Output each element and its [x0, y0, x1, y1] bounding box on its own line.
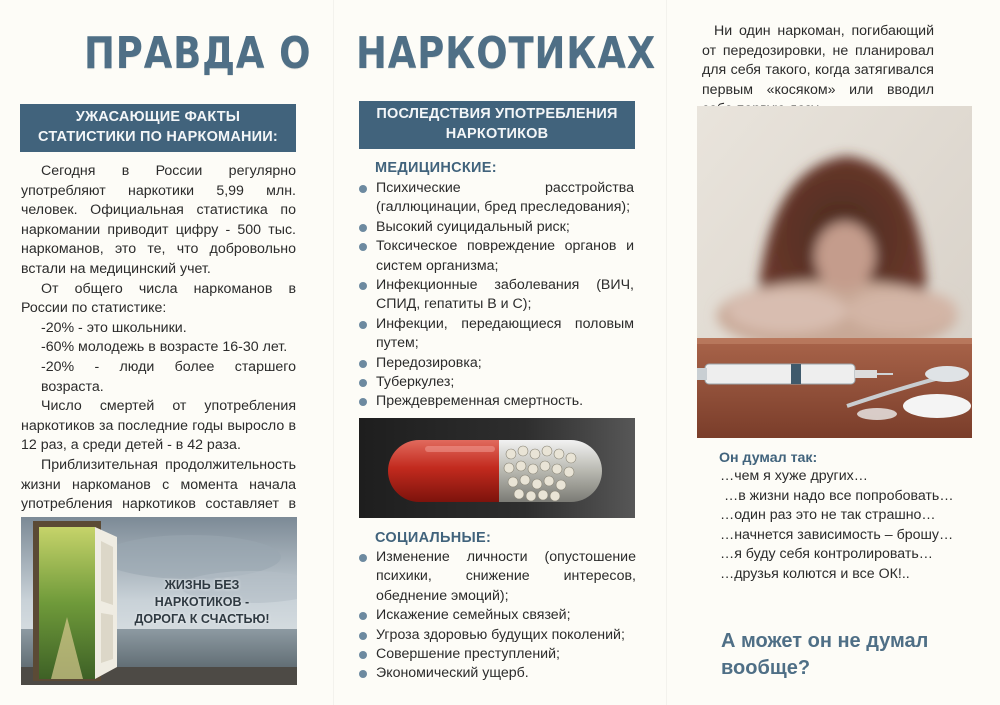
intro-text: Ни один наркоман, погибающий от передозировки, не планировал для себя такого, когда затягивался первым «косяком» или вводил	[702, 23, 934, 98]
thought-item: …друзья колются и все ОК!..	[720, 565, 910, 582]
social-list	[358, 548, 636, 684]
statistics-text	[21, 162, 296, 534]
thoughts-list	[720, 467, 954, 584]
thought-item: …начнется зависимость – брошу…	[720, 526, 954, 543]
panel-fold	[666, 0, 667, 705]
list-item: Экономический ущерб.	[358, 664, 636, 683]
statistics-paragraph-4: Приблизительная продолжительность жизни наркоманов с момента начала употребления наркотиков составляет в	[21, 456, 296, 513]
statistics-banner-line1: УЖАСАЮЩИЕ ФАКТЫ	[75, 109, 241, 125]
list-item: Токсическое повреждение органов и систем организма;	[358, 237, 634, 276]
capsule-image	[359, 418, 635, 518]
thoughts-heading: Он думал так:	[719, 450, 818, 466]
list-item: Преждевременная смертность.	[358, 392, 634, 411]
consequences-banner-line1: ПОСЛЕДСТВИЯ УПОТРЕБЛЕНИЯ	[376, 106, 618, 122]
list-item: Угроза здоровью будущих поколений;	[358, 626, 636, 645]
list-item: Высокий суицидальный риск;	[358, 218, 634, 237]
statistics-banner	[20, 104, 296, 152]
door-landscape-image	[21, 517, 297, 685]
closing-question	[721, 628, 928, 682]
statistics-item-older: -20% - люди более старшего возраста.	[41, 358, 296, 395]
list-item: Изменение личности (опустошение психики, снижение интересов, обеднение эмоций);	[358, 548, 636, 606]
list-item: Искажение семейных связей;	[358, 606, 636, 625]
image-caption-line2: ДОРОГА К СЧАСТЬЮ!	[134, 612, 270, 626]
capsule-illustration	[359, 418, 635, 518]
statistics-banner-line2: СТАТИСТИКИ ПО НАРКОМАНИИ:	[38, 129, 278, 145]
title-left: ПРАВДА О	[84, 28, 312, 79]
thought-item: …чем я хуже других…	[720, 468, 868, 484]
social-heading: СОЦИАЛЬНЫЕ:	[375, 530, 492, 546]
panel-fold	[333, 0, 334, 705]
statistics-paragraph-3: Число смертей от употребления наркотиков за последние годы выросло в 12 раз, а среди детей - в 42 раза.	[21, 398, 296, 454]
statistics-item-schoolchildren: -20% - это школьники.	[41, 319, 187, 336]
medical-heading: МЕДИЦИНСКИЕ:	[375, 160, 497, 176]
medical-list	[358, 179, 634, 412]
list-item: Психические расстройства (галлюцинации, бред преследования);	[358, 179, 634, 218]
list-item: Совершение преступлений;	[358, 645, 636, 664]
closing-question-line1: А может он не думал	[721, 630, 929, 652]
image-caption	[127, 577, 277, 628]
title-right: НАРКОТИКАХ	[356, 28, 657, 79]
closing-question-line2: вообще?	[721, 657, 811, 679]
list-item: Передозировка;	[358, 354, 634, 373]
list-item: Туберкулез;	[358, 373, 634, 392]
consequences-banner-line2: НАРКОТИКОВ	[445, 126, 549, 142]
addiction-photo-illustration	[697, 106, 972, 438]
image-caption-line1: ЖИЗНЬ БЕЗ НАРКОТИКОВ -	[154, 578, 250, 609]
statistics-paragraph-1: Сегодня в России регулярно употребляют наркотики 5,99 млн. человек. Официальная статистика по наркомании приводит цифру - 500 тыс. наркоманов, это те, что добровольно встали на медицинский учет.	[21, 163, 296, 277]
thought-item: …в жизни надо все попробовать…	[724, 487, 954, 504]
list-item: Инфекции, передающиеся половым путем;	[358, 315, 634, 354]
list-item: Инфекционные заболевания (ВИЧ, СПИД, гепатиты В и С);	[358, 276, 634, 315]
statistics-paragraph-2: От общего числа наркоманов в России по статистике:	[21, 280, 296, 317]
statistics-item-youth: -60% молодежь в возрасте 16-30 лет.	[41, 339, 288, 356]
thought-item: …я буду себя контролировать…	[720, 546, 933, 562]
addiction-photo	[697, 106, 972, 438]
consequences-banner	[359, 101, 635, 149]
thought-item: …один раз это не так страшно…	[720, 507, 936, 523]
